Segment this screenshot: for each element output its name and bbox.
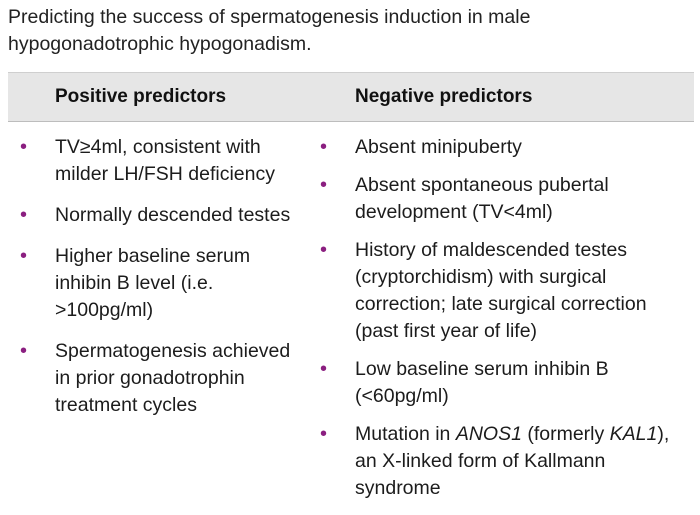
positive-predictor-text: Spermatogenesis achieved in prior gonadotrophin treatment cycles [55, 340, 291, 416]
mutation-suffix: ), an X-linked form of Kallmann syndrome [355, 423, 670, 499]
negative-predictors-column [315, 134, 693, 513]
list-item [315, 356, 693, 410]
table-body [8, 121, 694, 512]
negative-predictor-text: Absent spontaneous pubertal development (TV<4ml) [355, 174, 609, 223]
positive-predictor-text: Normally descended testes [55, 204, 291, 226]
negative-predictor-text: History of maldescended testes (cryptorchidism) with surgical correction; late surgical correction (past first year of life) [355, 239, 647, 342]
positive-predictors-column [15, 134, 305, 433]
list-item [315, 421, 693, 502]
list-item [315, 237, 693, 345]
negative-predictor-text: Absent minipuberty [355, 136, 522, 158]
list-item [315, 134, 693, 161]
predictors-table [8, 72, 694, 512]
bullet-icon: • [320, 174, 328, 196]
list-item [15, 243, 305, 324]
positive-predictors-list [15, 134, 305, 419]
bullet-icon: • [20, 245, 28, 267]
positive-predictor-text: Higher baseline serum inhibin B level (i.e. >100pg/ml) [55, 245, 251, 321]
negative-predictors-header: Negative predictors [355, 86, 533, 107]
bullet-icon: • [320, 358, 328, 380]
list-item [15, 134, 305, 188]
bullet-icon: • [320, 239, 328, 261]
bullet-icon: • [20, 136, 28, 158]
positive-predictor-text: TV≥4ml, consistent with milder LH/FSH deficiency [55, 136, 275, 185]
list-item [315, 172, 693, 226]
bullet-icon: • [320, 136, 328, 158]
list-item [15, 202, 305, 229]
table-caption: Predicting the success of spermatogenesis induction in male hypogonadotrophic hypogonadism. [8, 6, 531, 55]
negative-predictor-text: Low baseline serum inhibin B (<60pg/ml) [355, 358, 609, 407]
bullet-icon: • [320, 423, 328, 445]
former-gene-name: KAL1 [609, 423, 658, 445]
bullet-icon: • [20, 204, 28, 226]
table-header-row [8, 72, 694, 121]
negative-predictor-text [355, 423, 669, 499]
negative-predictors-list [315, 134, 693, 502]
mutation-prefix: Mutation in [355, 423, 456, 445]
positive-predictors-header: Positive predictors [55, 86, 227, 107]
list-item [15, 338, 305, 419]
bullet-icon: • [20, 340, 28, 362]
mutation-middle: (formerly [521, 423, 610, 445]
gene-name: ANOS1 [455, 423, 522, 445]
